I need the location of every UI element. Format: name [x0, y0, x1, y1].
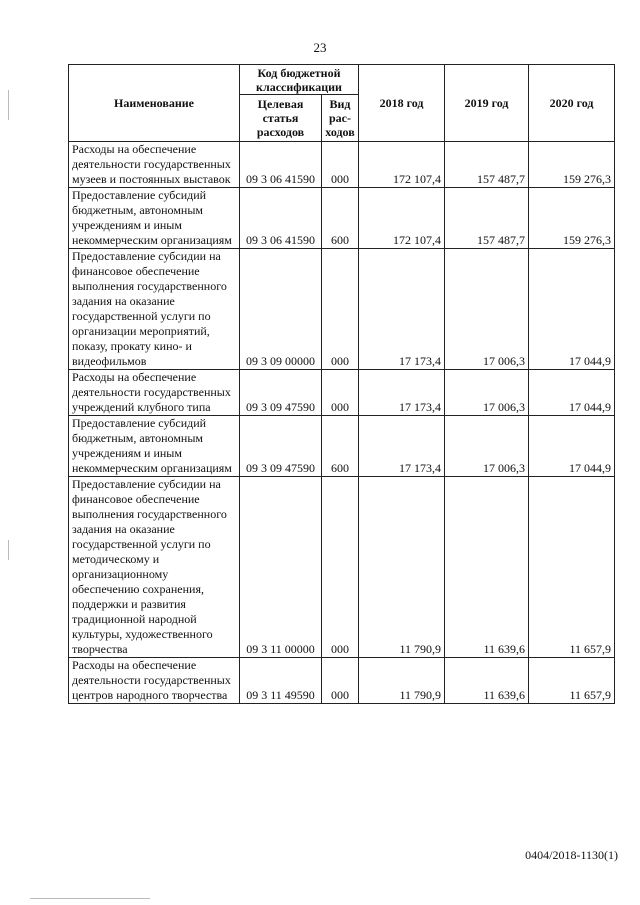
row-value-2019: 17 006,3 — [445, 249, 529, 370]
row-value-2020: 159 276,3 — [529, 142, 615, 188]
row-value-2018: 17 173,4 — [359, 370, 445, 416]
header-code-group: Код бюджетной классификации — [240, 65, 359, 95]
row-value-2019: 11 639,6 — [445, 477, 529, 658]
row-value-2020: 159 276,3 — [529, 188, 615, 249]
row-value-2018: 17 173,4 — [359, 249, 445, 370]
row-expense-type: 000 — [322, 142, 359, 188]
table-row — [69, 416, 615, 477]
row-value-2020: 11 657,9 — [529, 477, 615, 658]
row-name: Расходы на обеспечение деятельности государственных центров народного творчества — [69, 658, 240, 704]
row-value-2019: 17 006,3 — [445, 370, 529, 416]
header-name: Наименование — [69, 65, 240, 142]
row-name: Предоставление субсидии на финансовое обеспечение выполнения государственного задания на оказание государственной услуги по организации мероприятий, показу, прокату кино- и видеофильмов — [69, 249, 240, 370]
row-target-code: 09 3 11 49590 — [240, 658, 322, 704]
row-target-code: 09 3 11 00000 — [240, 477, 322, 658]
header-2018: 2018 год — [359, 65, 445, 142]
row-expense-type: 600 — [322, 188, 359, 249]
row-name: Предоставление субсидий бюджетным, автономным учреждениям и иным некоммерческим организациям — [69, 188, 240, 249]
row-value-2019: 157 487,7 — [445, 142, 529, 188]
bottom-rule — [30, 898, 150, 899]
page-number: 23 — [313, 40, 327, 55]
row-target-code: 09 3 06 41590 — [240, 188, 322, 249]
row-target-code: 09 3 09 47590 — [240, 416, 322, 477]
row-value-2020: 11 657,9 — [529, 658, 615, 704]
row-name: Предоставление субсидии на финансовое обеспечение выполнения государственного задания на оказание государственной услуги по методическому и организационному обеспечению сохранения, поддержки и развития традиционной народной культуры, художественного творчества — [69, 477, 240, 658]
budget-table — [68, 64, 615, 704]
row-value-2018: 172 107,4 — [359, 188, 445, 249]
row-value-2020: 17 044,9 — [529, 416, 615, 477]
row-expense-type: 000 — [322, 370, 359, 416]
header-2020: 2020 год — [529, 65, 615, 142]
row-value-2018: 11 790,9 — [359, 477, 445, 658]
table-row — [69, 370, 615, 416]
row-value-2019: 157 487,7 — [445, 188, 529, 249]
row-value-2018: 172 107,4 — [359, 142, 445, 188]
row-target-code: 09 3 09 00000 — [240, 249, 322, 370]
row-expense-type: 000 — [322, 249, 359, 370]
table-row — [69, 142, 615, 188]
header-vid: Вид рас-ходов — [322, 95, 359, 142]
document-code: 0404/2018-1130(1) — [525, 848, 618, 862]
row-expense-type: 000 — [322, 477, 359, 658]
row-value-2020: 17 044,9 — [529, 370, 615, 416]
row-value-2018: 11 790,9 — [359, 658, 445, 704]
row-name: Расходы на обеспечение деятельности государственных музеев и постоянных выставок — [69, 142, 240, 188]
row-target-code: 09 3 09 47590 — [240, 370, 322, 416]
row-target-code: 09 3 06 41590 — [240, 142, 322, 188]
row-value-2019: 17 006,3 — [445, 416, 529, 477]
header-2019: 2019 год — [445, 65, 529, 142]
margin-mark — [8, 90, 9, 120]
header-target: Целевая статья расходов — [240, 95, 322, 142]
table-row — [69, 658, 615, 704]
margin-mark — [8, 540, 9, 560]
table-row — [69, 188, 615, 249]
row-value-2019: 11 639,6 — [445, 658, 529, 704]
row-name: Расходы на обеспечение деятельности государственных учреждений клубного типа — [69, 370, 240, 416]
row-value-2020: 17 044,9 — [529, 249, 615, 370]
table-row — [69, 249, 615, 370]
row-expense-type: 000 — [322, 658, 359, 704]
table-row — [69, 477, 615, 658]
row-name: Предоставление субсидий бюджетным, автономным учреждениям и иным некоммерческим организациям — [69, 416, 240, 477]
row-value-2018: 17 173,4 — [359, 416, 445, 477]
row-expense-type: 600 — [322, 416, 359, 477]
